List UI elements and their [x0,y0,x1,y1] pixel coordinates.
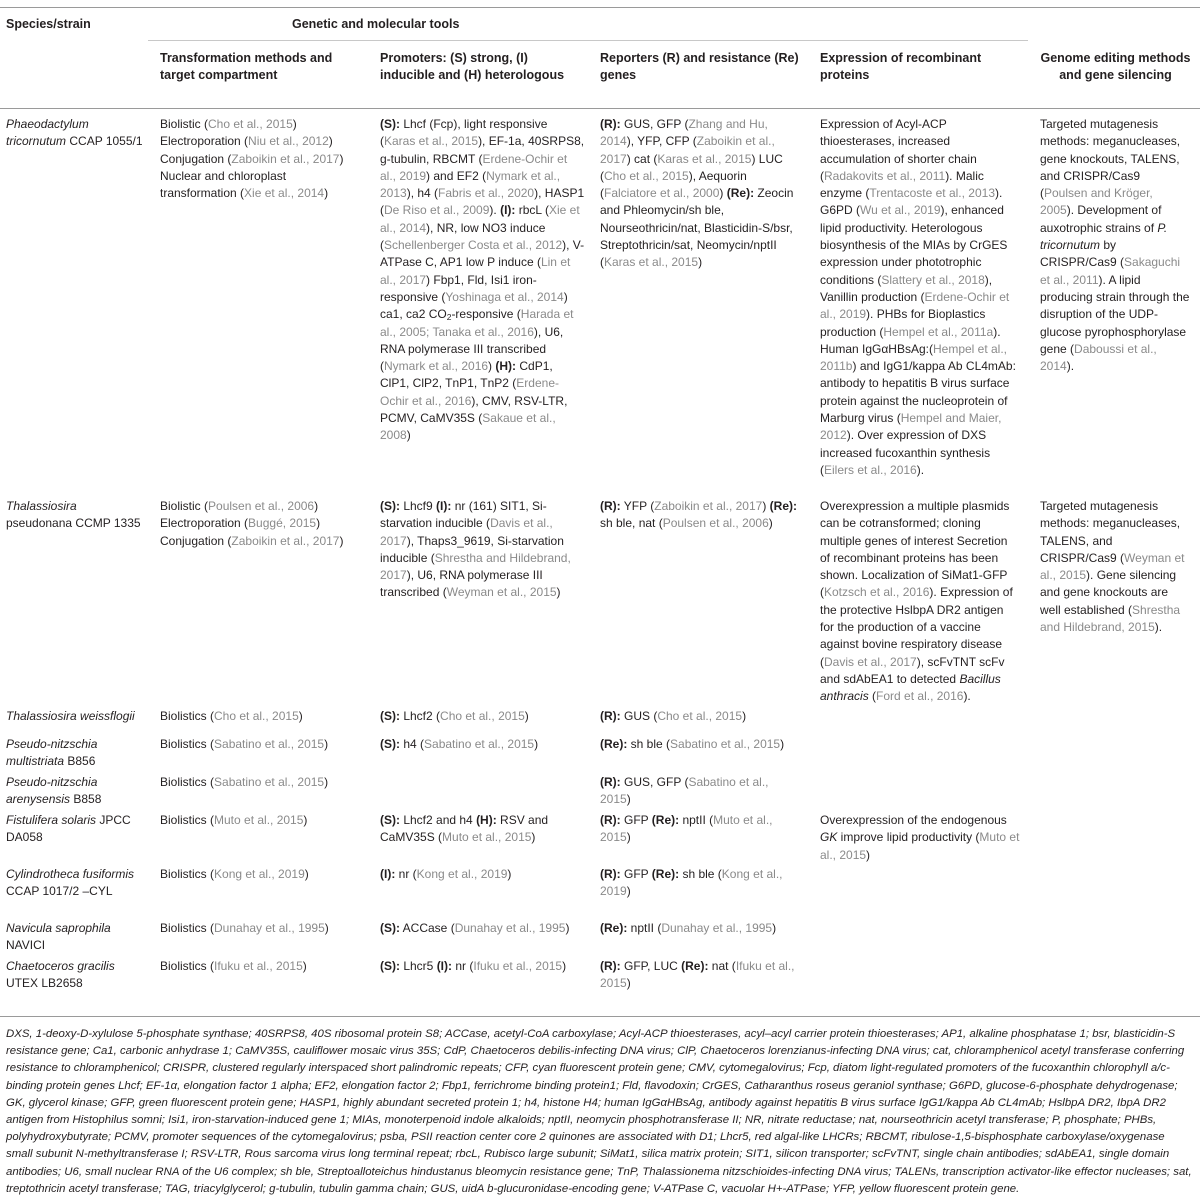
table-cell-promoters: (I): nr (Kong et al., 2019) [380,867,512,881]
table-cell-reporters: (R): GFP, LUC (Re): nat (Ifuku et al., 2015) [600,959,795,991]
table-cell-editing: Targeted mutagenesis methods: meganucleases, TALENS, and CRISPR/Cas9 (Weyman et al., 2015). Gene silencing and gene knockouts are well established (Shrestha and Hildebrand, 2015). [1040,499,1185,635]
table-cell-reporters: (R): GUS, GFP (Zhang and Hu, 2014), YFP, CFP (Zaboikin et al., 2017) cat (Karas et al., 2015) LUC (Cho et al., 2015), Aequorin (Falciatore et al., 2000) (Re): Zeocin and Phleomycin/sh ble, Nourseothricin/nat, Blasticidin-S/bsr, Streptothricin/sat, Neomycin/nptII (Karas et al., 2015) [600,117,794,270]
table-cell-species: Navicula saprophila NAVICI [6,921,111,953]
col-header-expression: Expression of recombinant proteins [820,51,982,82]
table-cell-species: Phaeodactylum tricornutum CCAP 1055/1 [6,117,143,149]
col-header-species: Species/strain [6,17,91,31]
table-cell-transformation: Biolistics (Kong et al., 2019) [160,867,309,881]
table-cell-species: Chaetoceros gracilis UTEX LB2658 [6,959,115,991]
table-cell-transformation: Biolistics (Ifuku et al., 2015) [160,959,307,973]
table-cell-reporters: (R): YFP (Zaboikin et al., 2017) (Re): sh ble, nat (Poulsen et al., 2006) [600,499,797,531]
table-cell-species: Thalassiosira pseudonana CCMP 1335 [6,499,141,531]
table-footnote: DXS, 1-deoxy-D-xylulose 5-phosphate synthase; 40SRPS8, 40S ribosomal protein S8; ACCase, acetyl-CoA carboxylase; Acyl-ACP thioesterases, acyl–acyl carrier protein thioesterases; AP1, alkaline phosphatase 1; bsr, blasticidin-S resistance gene; Ca1, carbonic anhydrase 1; CaMV35S, cauliflower mosaic virus 35S; CdP, Chaetoceros debilis-infecting DNA virus; ClP, Chaetoceros lorenzianus-infecting DNA virus; cat, chloramphenicol acetyl transferase conferring resistance to chloramphenicol; CRISPR, clustered regularly interspaced short palindromic repeats; CFP, cyan fluorescent protein gene; CMV, cytomegalovirus; Fcp, diatom light-regulated promoters of the fucoxanthin chlorophyll a/c-binding protein genes Lhcf; EF-1α, elongation factor 1 alpha; EF2, elongation factor 2; Fbp1, ferrichrome binding protein1; Fld, flavodoxin; CrGES, Catharanthus roseus geraniol synthase; G6PD, glucose-6-phosphate dehydrogenase; GK, glycerol kinase; GFP, green fluorescent protein gene; HASP1, highly abundant secreted protein 1; h4, histone H4; human IgGαHBsAg, antibody against hepatitis B virus surface IgG1/kappa Ab CL4mAb; HslbpA DR2, IbpA DR2 antigen from Histophilus somni; Isi1, iron-starvation-induced gene 1; MIAs, monoterpenoid indole alkaloids; nptII, neomycin phosphotransferase II; NR, nitrate reductase; nat, nourseothricin acetyl transferase; P, phosphate; PHBs, polyhydroxybutyrate; PCMV, promoter sequences of the cytomegalovirus; psba, PSII reaction center core 2 quinones are associated with D1; Lhcr5, red algal-like LHCRs; RBCMT, ribulose-1,5-bisphosphate carboxylase/oxygenase small subunit N-methyltransferase I; RSV-LTR, Rous sarcoma virus long terminal repeat; rbcL, Rubisco large subunit; SiMat1, silica matrix protein; SIT1, silicon transporter; scFvTNT, single chain antibodies; sdAbEA1, single domain antibodies; U6, small nuclear RNA of the U6 complex; sh ble, Streptoalloteichus hindustanus bleomycin resistance gene; TnP, Thalassionema nitzschioides-infecting DNA virus; TALENs, transcription activator-like effector nucleases; sat, treptothricin acetyl transferase; TAG, triacylglycerol; g-tubulin, tubulin gamma chain; GUS, uidA b-glucuronidase-encoding gene; V-ATPase C, vacuolar H+-ATPase; YFP, yellow fluorescent protein gene. [6,1028,1192,1195]
table-cell-species: Pseudo-nitzschia multistriata B856 [6,737,98,769]
bottom-rule [0,1016,1200,1017]
table-cell-reporters: (R): GUS, GFP (Sabatino et al., 2015) [600,775,769,807]
table-cell-promoters: (S): Lhcf (Fcp), light responsive (Karas et al., 2015), EF-1a, 40SRPS8, g-tubulin, RBCMT (Erdene-Ochir et al., 2019) and EF2 (Nymark et al., 2013), h4 (Fabris et al., 2020), HASP1 (De Riso et al., 2009). (I): rbcL (Xie et al., 2014), NR, low NO3 induce (Schellenberger Costa et al., 2012), V-ATPase C, AP1 low P induce (Lin et al., 2017) Fbp1, Fld, Isi1 iron-responsive (Yoshinaga et al., 2014) ca1, ca2 $CO_2$-responsive (Harada et al., 2005; Tanaka et al., 2016), U6, RNA polymerase III transcribed (Nymark et al., 2016) (H): CdP1, ClP1, ClP2, TnP1, TnP2 (Erdene-Ochir et al., 2016), CMV, RSV-LTR, PCMV, CaMV35S (Sakaue et al., 2008) [380,117,585,443]
table-cell-species: Cylindrotheca fusiformis CCAP 1017/2 –CYL [6,867,135,899]
top-rule [0,7,1200,8]
table-cell-transformation: Biolistics (Cho et al., 2015) [160,709,303,723]
table-cell-promoters: (S): h4 (Sabatino et al., 2015) [380,737,539,751]
table-cell-reporters: (R): GFP (Re): sh ble (Kong et al., 2019) [600,867,783,899]
table-cell-species: Thalassiosira weissflogii [6,709,135,723]
col-header-reporters: Reporters (R) and resistance (Re) genes [600,51,799,82]
table-cell-promoters: (S): Lhcf2 (Cho et al., 2015) [380,709,529,723]
table-cell-editing: Targeted mutagenesis methods: meganucleases, gene knockouts, TALENS, and CRISPR/Cas9 (Poulsen and Kröger, 2005). Development of auxotrophic strains of P. tricornutum by CRISPR/Cas9 (Sakaguchi et al., 2011). A lipid producing strain through the disruption of the UDP-glucose pyrophosphorylase gene (Daboussi et al., 2014). [1040,117,1190,374]
table-cell-reporters: (Re): sh ble (Sabatino et al., 2015) [600,737,785,751]
table-cell-reporters: (Re): nptII (Dunahay et al., 1995) [600,921,777,935]
table-cell-promoters: (S): Lhcf2 and h4 (H): RSV and CaMV35S (Muto et al., 2015) [380,813,549,845]
table-cell-species: Pseudo-nitzschia arenysensis B858 [6,775,102,807]
table-cell-transformation: Biolistic (Cho et al., 2015) Electroporation (Niu et al., 2012) Conjugation (Zaboikin et al., 2017) Nuclear and chloroplast transformation (Xie et al., 2014) [160,117,344,201]
table-cell-transformation: Biolistics (Muto et al., 2015) [160,813,308,827]
col-header-transformation: Transformation methods and target compartment [160,51,333,82]
header-rule [0,108,1200,109]
table-cell-promoters: (S): Lhcf9 (I): nr (161) SIT1, Si-starvation inducible (Davis et al., 2017), Thaps3_9619, Si-starvation inducible (Shrestha and Hildebrand, 2017), U6, RNA polymerase III transcribed (Weyman et al., 2015) [380,499,571,600]
table-cell-expression: Overexpression of the endogenous GK improve lipid productivity (Muto et al., 2015) [820,813,1020,862]
group-header: Genetic and molecular tools [292,17,460,31]
table-cell-transformation: Biolistic (Poulsen et al., 2006) Electroporation (Buggé, 2015) Conjugation (Zaboikin et al., 2017) [160,499,344,548]
table-cell-promoters: (S): Lhcr5 (I): nr (Ifuku et al., 2015) [380,959,567,973]
col-header-editing: Genome editing methods and gene silencing [1040,51,1191,82]
table-cell-transformation: Biolistics (Dunahay et al., 1995) [160,921,329,935]
table-cell-promoters: (S): ACCase (Dunahay et al., 1995) [380,921,570,935]
table-cell-species: Fistulifera solaris JPCC DA058 [6,813,131,845]
table-cell-expression: Expression of Acyl-ACP thioesterases, increased accumulation of shorter chain (Radakovits et al., 2011). Malic enzyme (Trentacoste et al., 2013). G6PD (Wu et al., 2019), enhanced lipid productivity. Heterologous biosynthesis of the MIAs by CrGES expression under phototrophic conditions (Slattery et al., 2018), Vanillin production (Erdene-Ochir et al., 2019). PHBs for Bioplastics production (Hempel et al., 2011a). Human IgGαHBsAg:(Hempel et al., 2011b) and IgG1/kappa Ab CL4mAb: antibody to hepatitis B virus surface protein against the nucleoprotein of Marburg virus (Hempel and Maier, 2012). Over expression of DXS increased fucoxanthin synthesis (Eilers et al., 2016). [820,117,1016,477]
table-cell-transformation: Biolistics (Sabatino et al., 2015) [160,737,329,751]
table-cell-transformation: Biolistics (Sabatino et al., 2015) [160,775,329,789]
col-header-promoters: Promoters: (S) strong, (I) inducible and (H) heterologous [380,51,565,82]
group-rule [148,40,1028,41]
table-cell-reporters: (R): GFP (Re): nptII (Muto et al., 2015) [600,813,773,845]
table-cell-expression: Overexpression a multiple plasmids can be cotransformed; cloning multiple genes of interest Secretion of recombinant proteins has been shown. Localization of SiMat1-GFP (Kotzsch et al., 2016). Expression of the protective HslbpA DR2 antigen for the production of a vaccine against bovine respiratory disease (Davis et al., 2017), scFvTNT scFv and sdAbEA1 to detected Bacillus anthracis (Ford et al., 2016). [820,499,1013,704]
table-cell-reporters: (R): GUS (Cho et al., 2015) [600,709,747,723]
